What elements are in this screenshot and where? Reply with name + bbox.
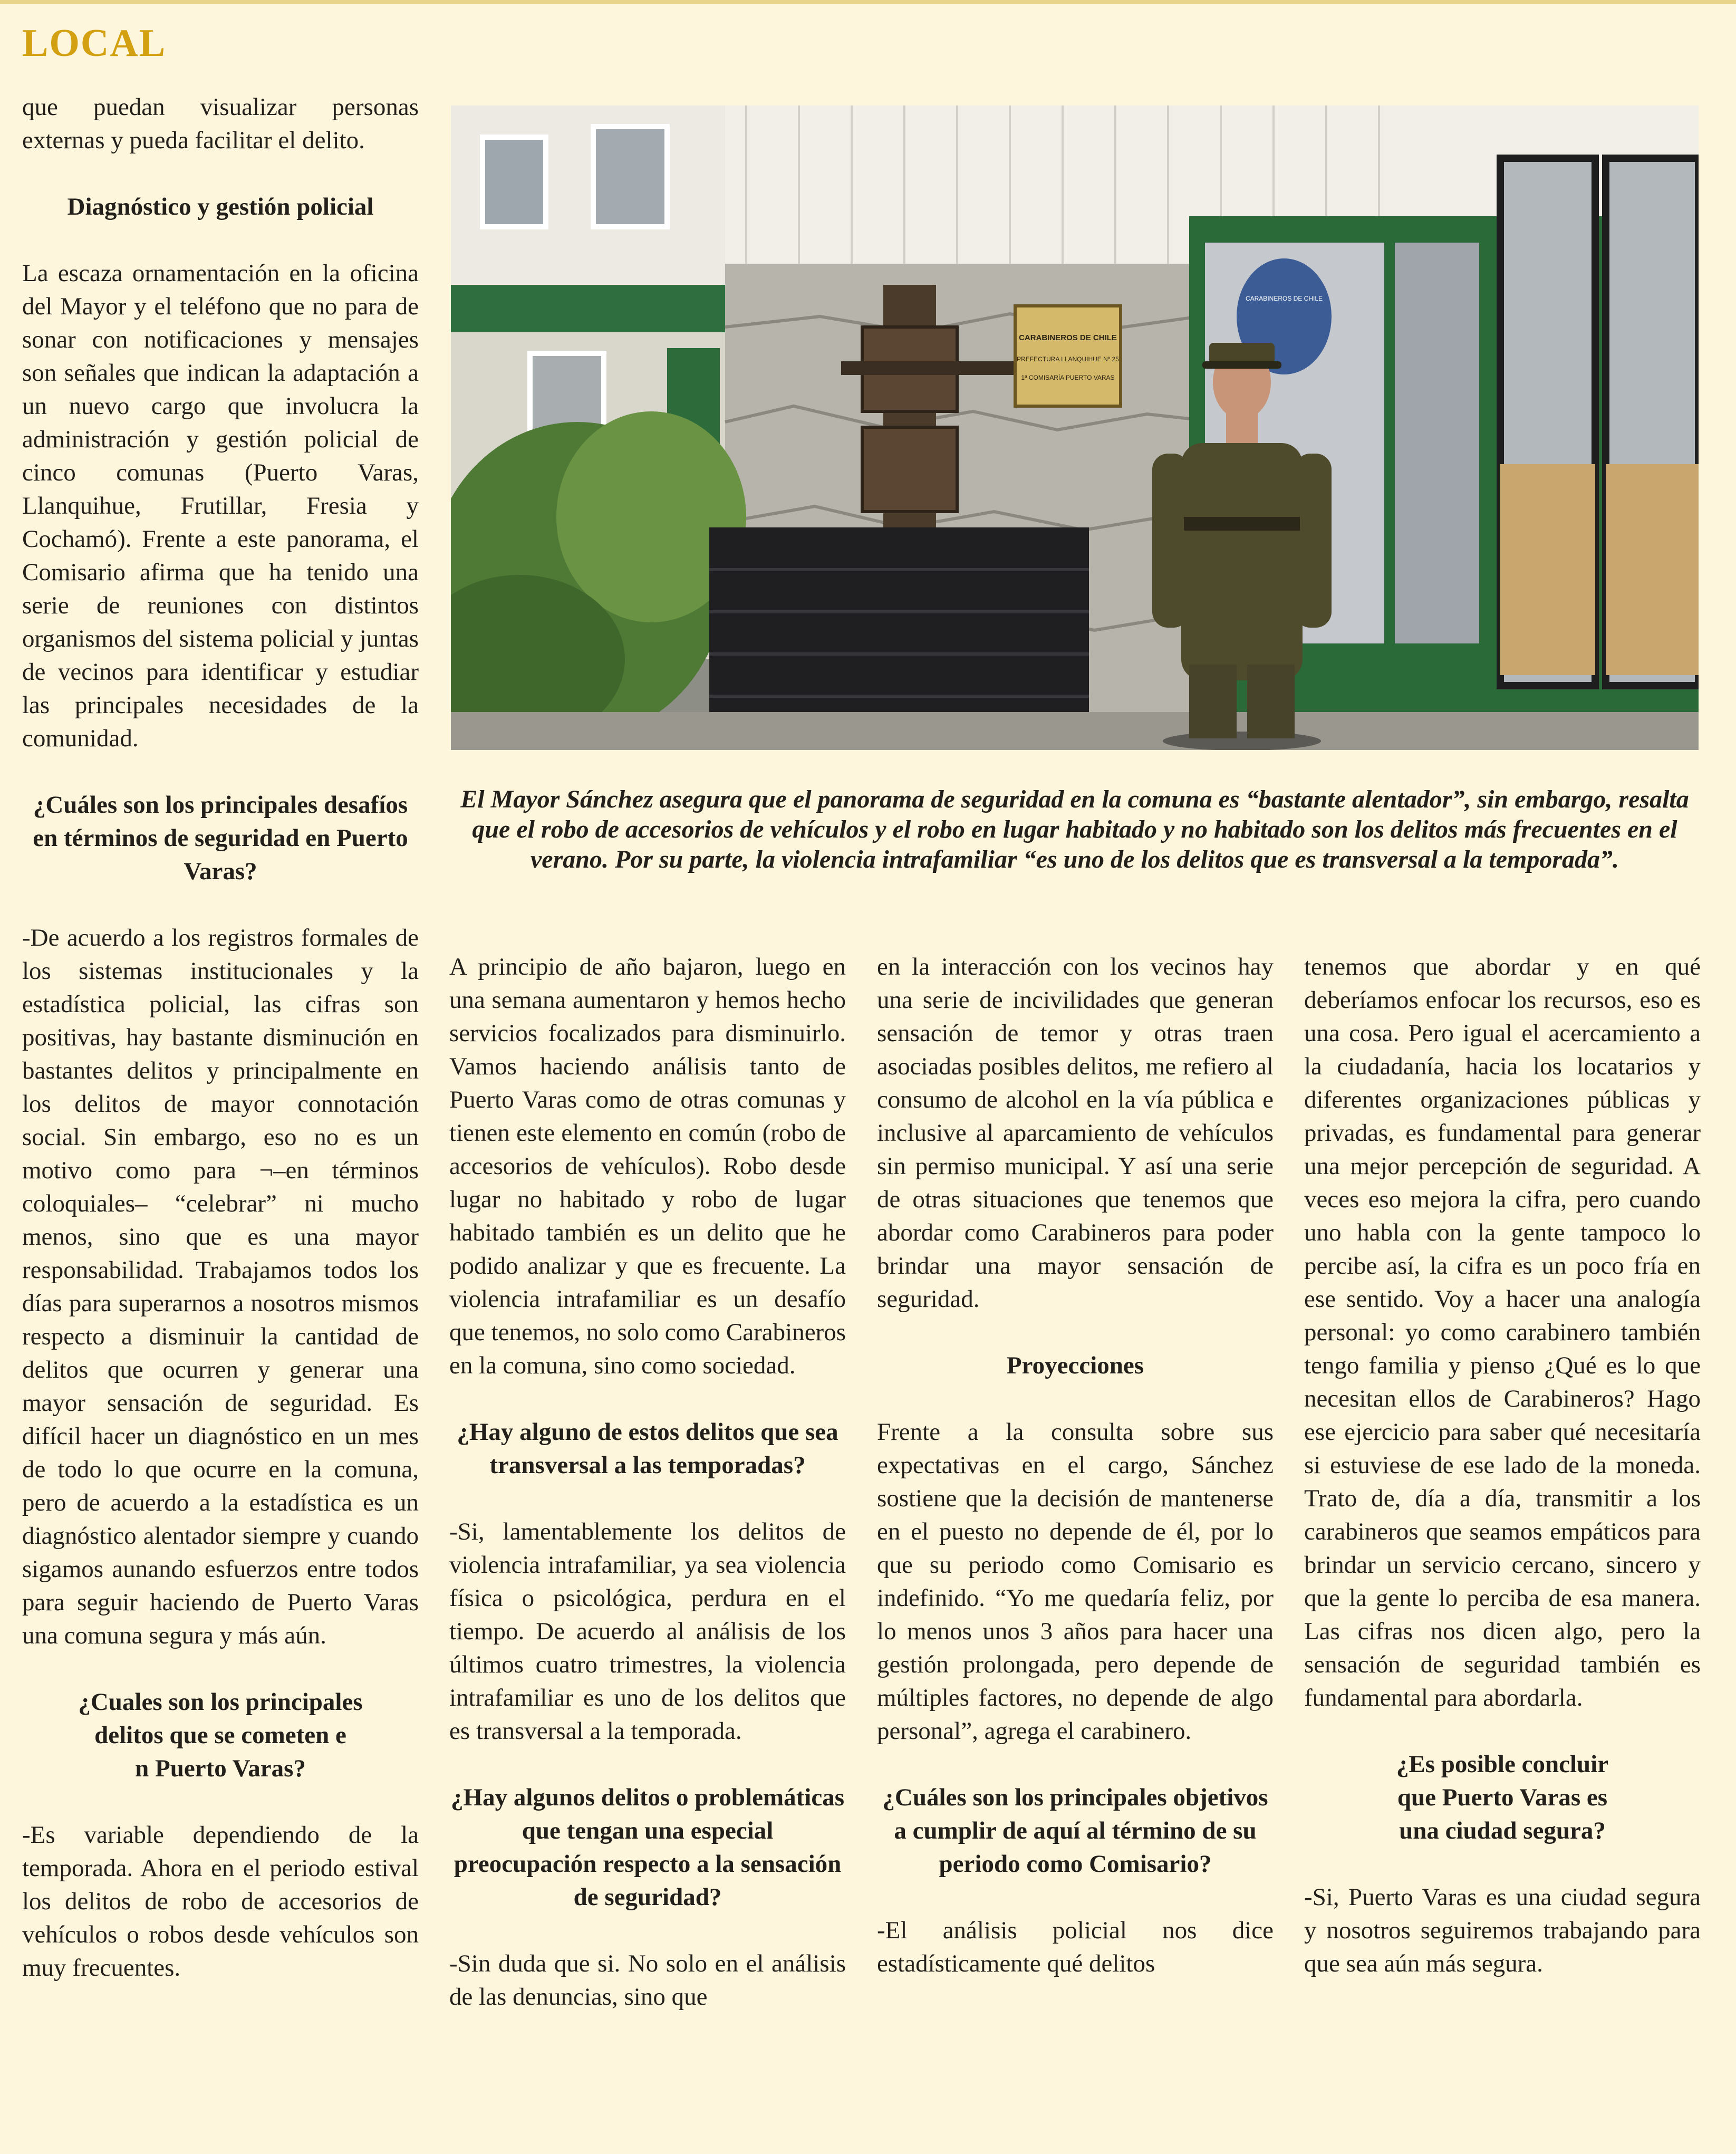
column-3 xyxy=(877,950,1274,1980)
article-photo xyxy=(451,105,1699,750)
window-emblem-text: CARABINEROS DE CHILE xyxy=(1245,295,1323,302)
column-4 xyxy=(1304,950,1701,1980)
column-2 xyxy=(449,950,846,2014)
question: ¿Hay algunos delitos o problemáticas que tengan una especial preocupación respecto a la sensación de seguridad? xyxy=(451,1784,844,1911)
answer: -Si, lamentablemente los delitos de violencia intrafamiliar, ya sea violencia física o psicológica, perdura en el tiempo. De acuerdo al análisis de los últimos cuatro trimestres, la violencia intrafamiliar es uno de los delitos que es transversal a la temporada. xyxy=(449,1518,846,1745)
subheading: Proyecciones xyxy=(1006,1352,1144,1379)
question xyxy=(1304,1748,1701,1848)
subheading: Diagnóstico y gestión policial xyxy=(67,193,374,220)
photo-caption: El Mayor Sánchez asegura que el panorama de seguridad en la comuna es “bastante alentador”, sin embargo, resalta que el robo de accesorios de vehículos y el robo en lugar habitado y no habitado son los delitos más frecuentes en el verano. Por su parte, la violencia intrafamiliar “es uno de los delitos que es transversal a la temporada”. xyxy=(460,785,1689,873)
question: ¿Cuáles son los principales desafíos en términos de seguridad en Puerto Varas? xyxy=(33,791,408,885)
answer: -Si, Puerto Varas es una ciudad segura y nosotros seguiremos trabajando para que sea aún más segura. xyxy=(1304,1883,1701,1977)
plaque-line-1: CARABINEROS DE CHILE xyxy=(1019,333,1117,342)
paragraph: Frente a la consulta sobre sus expectativas en el cargo, Sánchez sostiene que la decisión de mantenerse en el puesto no depende de él, por lo que su periodo como Comisario es indefinido. “Yo me quedaría feliz, por lo menos unos 3 años para hacer una gestión prolongada, pero depende de múltiples factores, no depende de algo personal”, agrega el carabinero. xyxy=(877,1418,1274,1745)
question-line: ¿Es posible concluir xyxy=(1396,1751,1609,1778)
column-1 xyxy=(22,91,419,1985)
question-line: una ciudad segura? xyxy=(1399,1817,1606,1844)
section-label: LOCAL xyxy=(22,22,167,65)
station-photo-illustration xyxy=(451,105,1699,750)
paragraph: La escaza ornamentación en la oficina del Mayor y el teléfono que no para de sonar con notificaciones y mensajes son señales que indican la adaptación a un nuevo cargo que involucra la administración y gestión policial de cinco comunas (Puerto Varas, Llanquihue, Frutillar, Fresia y Cochamó). Frente a este panorama, el Comisario afirma que ha tenido una serie de reuniones con distintos organismos del sistema policial y juntas de vecinos para identificar y estudiar las principales necesidades de la comunidad. xyxy=(22,259,419,752)
question-line: delitos que se cometen e xyxy=(94,1722,346,1749)
question-line: ¿Cuales son los principales xyxy=(78,1688,363,1716)
lead-text: que puedan visualizar personas externas y pueda facilitar el delito. xyxy=(22,93,419,154)
answer: -De acuerdo a los registros formales de los sistemas institucionales y la estadística policial, las cifras son positivas, hay bastante disminución en bastantes delitos y principalmente en los delitos de mayor connotación social. Sin embargo, eso no es un motivo como para ¬–en términos coloquiales– “celebrar” ni mucho menos, sino que es una mayor responsabilidad. Trabajamos todos los días para superarnos a nosotros mismos respecto a disminuir la cantidad de delitos que ocurren y generar una mayor sensación de seguridad. Es difícil hacer un diagnóstico en un mes de todo lo que ocurre en la comuna, pero de acuerdo a la estadística es un diagnóstico alentador siempre y cuando sigamos aunando esfuerzos entre todos para seguir haciendo de Puerto Varas una comuna segura y más aún. xyxy=(22,924,419,1649)
question-line: que Puerto Varas es xyxy=(1397,1784,1608,1811)
question: ¿Cuáles son los principales objetivos a cumplir de aquí al término de su periodo como Comisario? xyxy=(882,1784,1268,1878)
answer: -Es variable dependiendo de la temporada. Ahora en el periodo estival los delitos de robo de accesorios de vehículos o robos desde vehículos son muy frecuentes. xyxy=(22,1821,419,1982)
paragraph: A principio de año bajaron, luego en una semana aumentaron y hemos hecho servicios focalizados para disminuirlo. Vamos haciendo análisis tanto de Puerto Varas como de otras comunas y tienen este elemento en común (robo de accesorios de vehículos). Robo desde lugar no habitado y robo de lugar habitado también es un delito que he podido analizar y que es frecuente. La violencia intrafamiliar es un desafío que tenemos, no solo como Carabineros en la comuna, sino como sociedad. xyxy=(449,953,846,1379)
paragraph: en la interacción con los vecinos hay una serie de incivilidades que generan sensación de temor y otras traen asociadas posibles delitos, me refiero al consumo de alcohol en la vía pública e inclusive al aparcamiento de vehículos sin permiso municipal. Y así una serie de otras situaciones que tenemos que abordar como Carabineros para poder brindar una mayor sensación de seguridad. xyxy=(877,953,1274,1313)
paragraph: tenemos que abordar y en qué deberíamos enfocar los recursos, eso es una cosa. Pero igual el acercamiento a la ciudadanía, hacia los locatarios y diferentes organizaciones públicas y privadas, es fundamental para generar una mejor percepción de seguridad. A veces eso mejora la cifra, pero cuando uno habla con la gente tampoco lo percibe así, la cifra es un poco fría en ese sentido. Voy a hacer una analogía personal: yo como carabinero también tengo familia y pienso ¿Qué es lo que necesitan ellos de Carabineros? Hago ese ejercicio para saber qué necesitaría si estuviese de ese lado de la moneda. Trato de, día a día, transmitir a los carabineros que seamos empáticos para brindar un servicio cercano, sincero y que la gente lo perciba de esa manera. Las cifras nos dicen algo, pero la sensación de seguridad también es fundamental para abordarla. xyxy=(1304,953,1701,1711)
question xyxy=(22,1686,419,1785)
top-rule xyxy=(0,0,1736,4)
answer: -Sin duda que si. No solo en el análisis de las denuncias, sino que xyxy=(449,1950,846,2011)
question-line: n Puerto Varas? xyxy=(135,1755,306,1782)
plaque-line-2: PREFECTURA LLANQUIHUE Nº 25 xyxy=(1017,355,1119,363)
answer: -El análisis policial nos dice estadísticamente qué delitos xyxy=(877,1917,1274,1977)
question: ¿Hay alguno de estos delitos que sea transversal a las temporadas? xyxy=(457,1418,838,1479)
plaque-line-3: 1ª COMISARÍA PUERTO VARAS xyxy=(1021,374,1115,381)
